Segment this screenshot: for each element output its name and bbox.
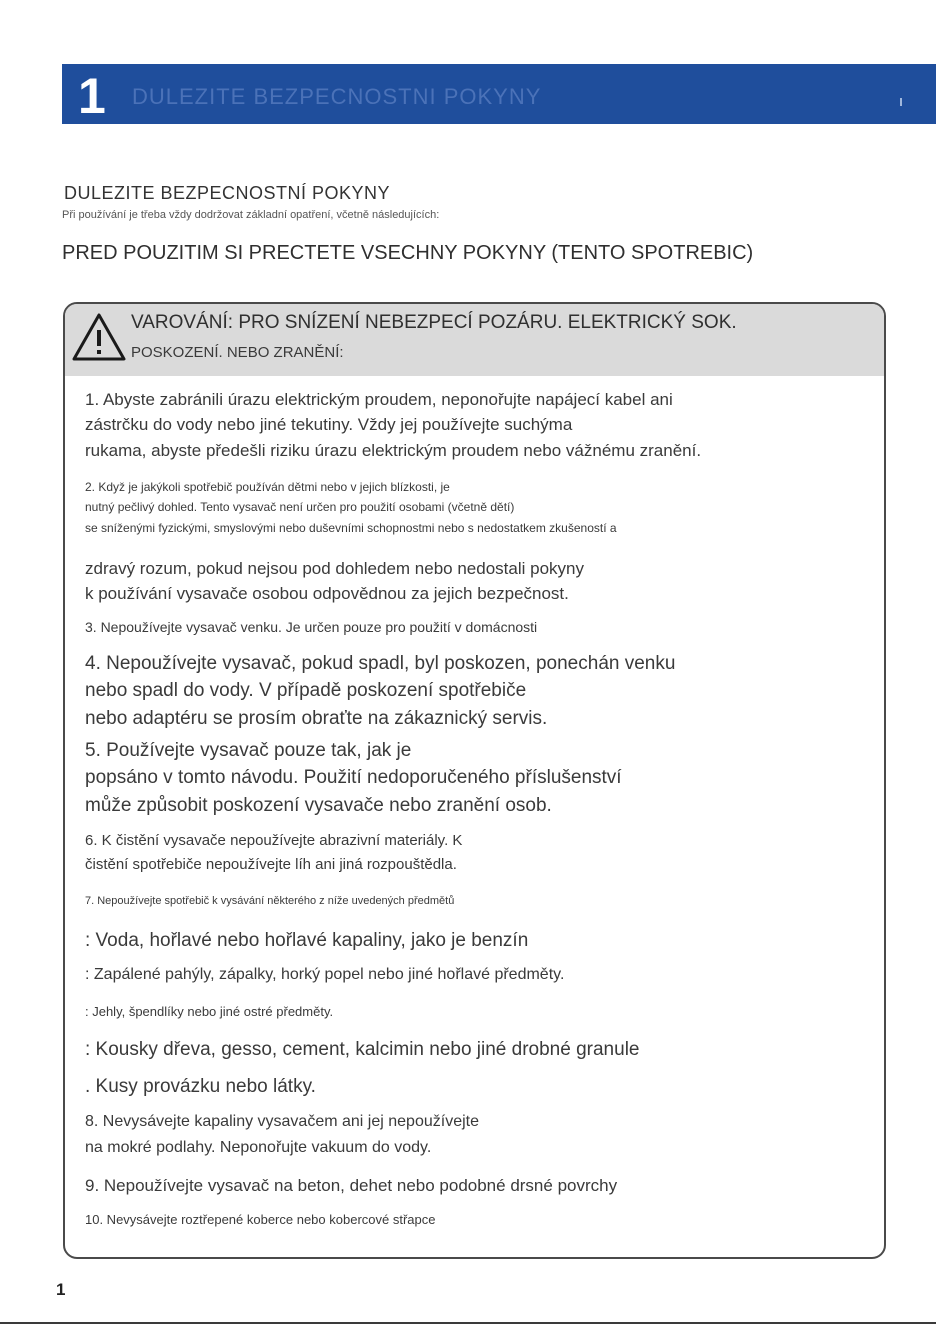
page-number: 1 xyxy=(56,1280,66,1299)
item-line: 2. Když je jakýkoli spotřebič používán dětmi nebo v jejich blízkosti, je xyxy=(85,480,450,494)
item-line: 6. K čistění vysavače nepoužívejte abrazivní materiály. K xyxy=(85,832,463,849)
item-line: na mokré podlahy. Neponořujte vakuum do vody. xyxy=(85,1139,432,1156)
safety-heading: DULEZITE BEZPECNOSTNÍ POKYNY xyxy=(64,183,391,203)
item-line: 5. Používejte vysavač pouze tak, jak je xyxy=(85,740,412,761)
item-line: může způsobit poskození vysavače nebo zranění osob. xyxy=(85,795,552,816)
item-line: 9. Nepoužívejte vysavač na beton, dehet nebo podobné drsné povrchy xyxy=(85,1176,618,1195)
item-line: 7. Nepoužívejte spotřebič k vysávání některého z níže uvedených předmětů xyxy=(85,895,455,907)
read-instructions-heading: PRED POUZITIM SI PRECTETE VSECHNY POKYNY (TENTO SPOTREBIC) xyxy=(62,242,754,264)
item-line: čistění spotřebiče nepoužívejte líh ani jiná rozpouštědla. xyxy=(85,856,457,873)
item-line: 10. Nevysávejte roztřepené koberce nebo kobercové střapce xyxy=(85,1212,436,1227)
warning-subtitle: POSKOZENÍ. NEBO ZRANĚNÍ: xyxy=(131,344,344,361)
item-line: nebo adaptéru se prosím obraťte na zákaznický servis. xyxy=(85,708,548,729)
item-line: zástrčku do vody nebo jiné tekutiny. Vždy jej používejte suchýma xyxy=(85,415,573,434)
item-line: nutný pečlivý dohled. Tento vysavač není určen pro použití osobami (včetně dětí) xyxy=(85,500,515,514)
header-tick-mark xyxy=(900,98,902,106)
item-line: : Jehly, špendlíky nebo jiné ostré předměty. xyxy=(85,1004,334,1019)
item-line: 4. Nepoužívejte vysavač, pokud spadl, byl poskozen, ponechán venku xyxy=(85,653,676,674)
warning-triangle-icon xyxy=(71,312,127,367)
item-line: k používání vysavače osobou odpovědnou za jejich bezpečnost. xyxy=(85,584,569,603)
item-line: nebo spadl do vody. V případě poskození spotřebiče xyxy=(85,680,527,701)
item-line: 1. Abyste zabránili úrazu elektrickým proudem, neponořujte napájecí kabel ani xyxy=(85,390,673,409)
item-line: : Voda, hořlavé nebo hořlavé kapaliny, jako je benzín xyxy=(85,930,529,951)
chapter-number: 1 xyxy=(78,68,106,124)
safety-intro: Při používání je třeba vždy dodržovat základní opatření, včetně následujících: xyxy=(62,209,440,221)
item-line: . Kusy provázku nebo látky. xyxy=(85,1076,316,1097)
warning-title: VAROVÁNÍ: PRO SNÍZENÍ NEBEZPECÍ POZÁRU. ELEKTRICKÝ SOK. xyxy=(131,312,737,333)
item-line: : Kousky dřeva, gesso, cement, kalcimin nebo jiné drobné granule xyxy=(85,1039,640,1060)
item-line: se sníženými fyzickými, smyslovými nebo duševními schopnostmi nebo s nedostatkem zkušeností a xyxy=(85,521,617,535)
chapter-title: DULEZITE BEZPECNOSTNI POKYNY xyxy=(132,84,542,109)
item-line: zdravý rozum, pokud nejsou pod dohledem nebo nedostali pokyny xyxy=(85,559,584,578)
item-line: 3. Nepoužívejte vysavač venku. Je určen pouze pro použití v domácnosti xyxy=(85,619,538,635)
item-line: : Zapálené pahýly, zápalky, horký popel nebo jiné hořlavé předměty. xyxy=(85,966,565,983)
item-line: 8. Nevysávejte kapaliny vysavačem ani jej nepoužívejte xyxy=(85,1113,479,1130)
item-line: popsáno v tomto návodu. Použití nedoporučeného příslušenství xyxy=(85,767,622,788)
item-line: rukama, abyste předešli riziku úrazu elektrickým proudem nebo vážnému zranění. xyxy=(85,441,702,460)
